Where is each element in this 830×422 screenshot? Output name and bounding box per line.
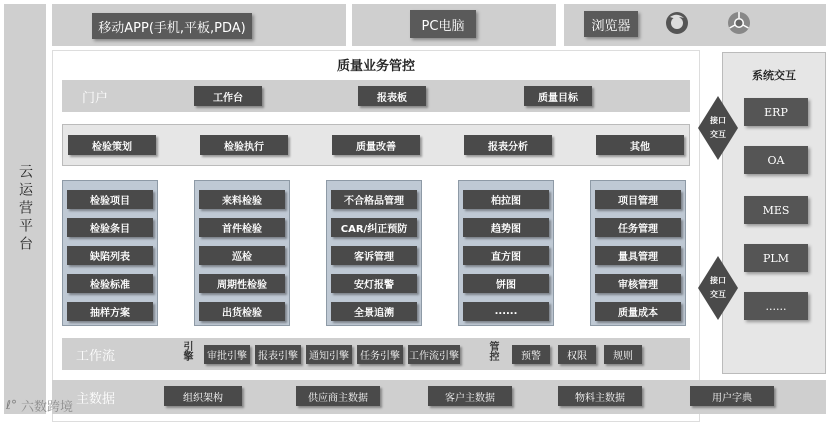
item-incoming-inspection[interactable]: 来料检验 <box>199 190 285 209</box>
control-rule[interactable]: 规则 <box>604 345 642 364</box>
item-task-management[interactable]: 任务管理 <box>595 218 681 237</box>
item-full-traceability[interactable]: 全景追溯 <box>331 302 417 321</box>
item-gauge-management[interactable]: 量具管理 <box>595 246 681 265</box>
item-periodic-inspection[interactable]: 周期性检验 <box>199 274 285 293</box>
process-quality-improvement[interactable]: 质量改善 <box>332 135 420 155</box>
item-pie-chart[interactable]: 饼图 <box>463 274 549 293</box>
item-inspection-standard[interactable]: 检验标准 <box>67 274 153 293</box>
watermark-logo-icon: ℓ° <box>6 398 17 412</box>
interface-label-bottom: 接口交互 <box>710 276 726 299</box>
engine-notification[interactable]: 通知引擎 <box>306 345 352 364</box>
item-inspection-project[interactable]: 检验项目 <box>67 190 153 209</box>
engine-report[interactable]: 报表引擎 <box>255 345 301 364</box>
master-org-structure[interactable]: 组织架构 <box>164 386 242 406</box>
item-trend-chart[interactable]: 趋势图 <box>463 218 549 237</box>
control-label: 管控 <box>487 341 498 361</box>
item-audit-management[interactable]: 审核管理 <box>595 274 681 293</box>
item-project-management[interactable]: 项目管理 <box>595 190 681 209</box>
process-report-analysis[interactable]: 报表分析 <box>464 135 552 155</box>
system-plm[interactable]: PLM <box>744 244 808 272</box>
portal-label: 门户 <box>82 90 109 106</box>
portal-item-workbench[interactable]: 工作台 <box>194 86 262 106</box>
item-patrol-inspection[interactable]: 巡检 <box>199 246 285 265</box>
item-more-charts[interactable]: ...... <box>463 302 549 321</box>
firefox-icon <box>664 10 690 36</box>
portal-item-quality-goal[interactable]: 质量目标 <box>524 86 592 106</box>
engine-task[interactable]: 任务引擎 <box>357 345 403 364</box>
pc-label: PC电脑 <box>410 10 476 38</box>
cloud-platform-label: 云运营平台 <box>17 164 33 254</box>
system-oa[interactable]: OA <box>744 146 808 174</box>
watermark <box>6 394 126 416</box>
main-title: 质量业务管控 <box>336 58 415 74</box>
master-customer-data[interactable]: 客户主数据 <box>428 386 512 406</box>
portal-item-report-board[interactable]: 报表板 <box>358 86 426 106</box>
item-histogram[interactable]: 直方图 <box>463 246 549 265</box>
control-permission[interactable]: 权限 <box>558 345 596 364</box>
chrome-icon <box>726 10 752 36</box>
item-defect-list[interactable]: 缺陷列表 <box>67 246 153 265</box>
item-sampling-plan[interactable]: 抽样方案 <box>67 302 153 321</box>
browser-label: 浏览器 <box>584 11 638 37</box>
master-data-label: 主数据 <box>76 391 116 407</box>
system-erp[interactable]: ERP <box>744 98 808 126</box>
engine-approval[interactable]: 审批引擎 <box>204 345 250 364</box>
process-inspection-planning[interactable]: 检验策划 <box>68 135 156 155</box>
engine-workflow[interactable]: 工作流引擎 <box>408 345 460 364</box>
system-mes[interactable]: MES <box>744 196 808 224</box>
item-pareto-chart[interactable]: 柏拉图 <box>463 190 549 209</box>
watermark-text: 六数跨境 <box>20 399 73 415</box>
item-nonconforming-management[interactable]: 不合格品管理 <box>331 190 417 209</box>
workflow-label: 工作流 <box>76 348 116 364</box>
item-complaint-management[interactable]: 客诉管理 <box>331 246 417 265</box>
system-more[interactable]: ...... <box>744 292 808 320</box>
item-shipment-inspection[interactable]: 出货检验 <box>199 302 285 321</box>
item-first-article-inspection[interactable]: 首件检验 <box>199 218 285 237</box>
master-material-data[interactable]: 物料主数据 <box>558 386 642 406</box>
control-warning[interactable]: 预警 <box>512 345 550 364</box>
item-car-corrective[interactable]: CAR/纠正预防 <box>331 218 417 237</box>
master-supplier-data[interactable]: 供应商主数据 <box>296 386 380 406</box>
process-other[interactable]: 其他 <box>596 135 684 155</box>
item-quality-cost[interactable]: 质量成本 <box>595 302 681 321</box>
mobile-app-label: 移动APP(手机,平板,PDA) <box>92 13 252 39</box>
engine-label: 引擎 <box>181 341 192 361</box>
system-interaction-title: 系统交互 <box>752 69 796 82</box>
master-user-dictionary[interactable]: 用户字典 <box>690 386 774 406</box>
item-andon-alarm[interactable]: 安灯报警 <box>331 274 417 293</box>
interface-label-top: 接口交互 <box>710 116 726 139</box>
cloud-platform-bar <box>4 4 46 414</box>
item-inspection-entry[interactable]: 检验条目 <box>67 218 153 237</box>
process-inspection-execution[interactable]: 检验执行 <box>200 135 288 155</box>
